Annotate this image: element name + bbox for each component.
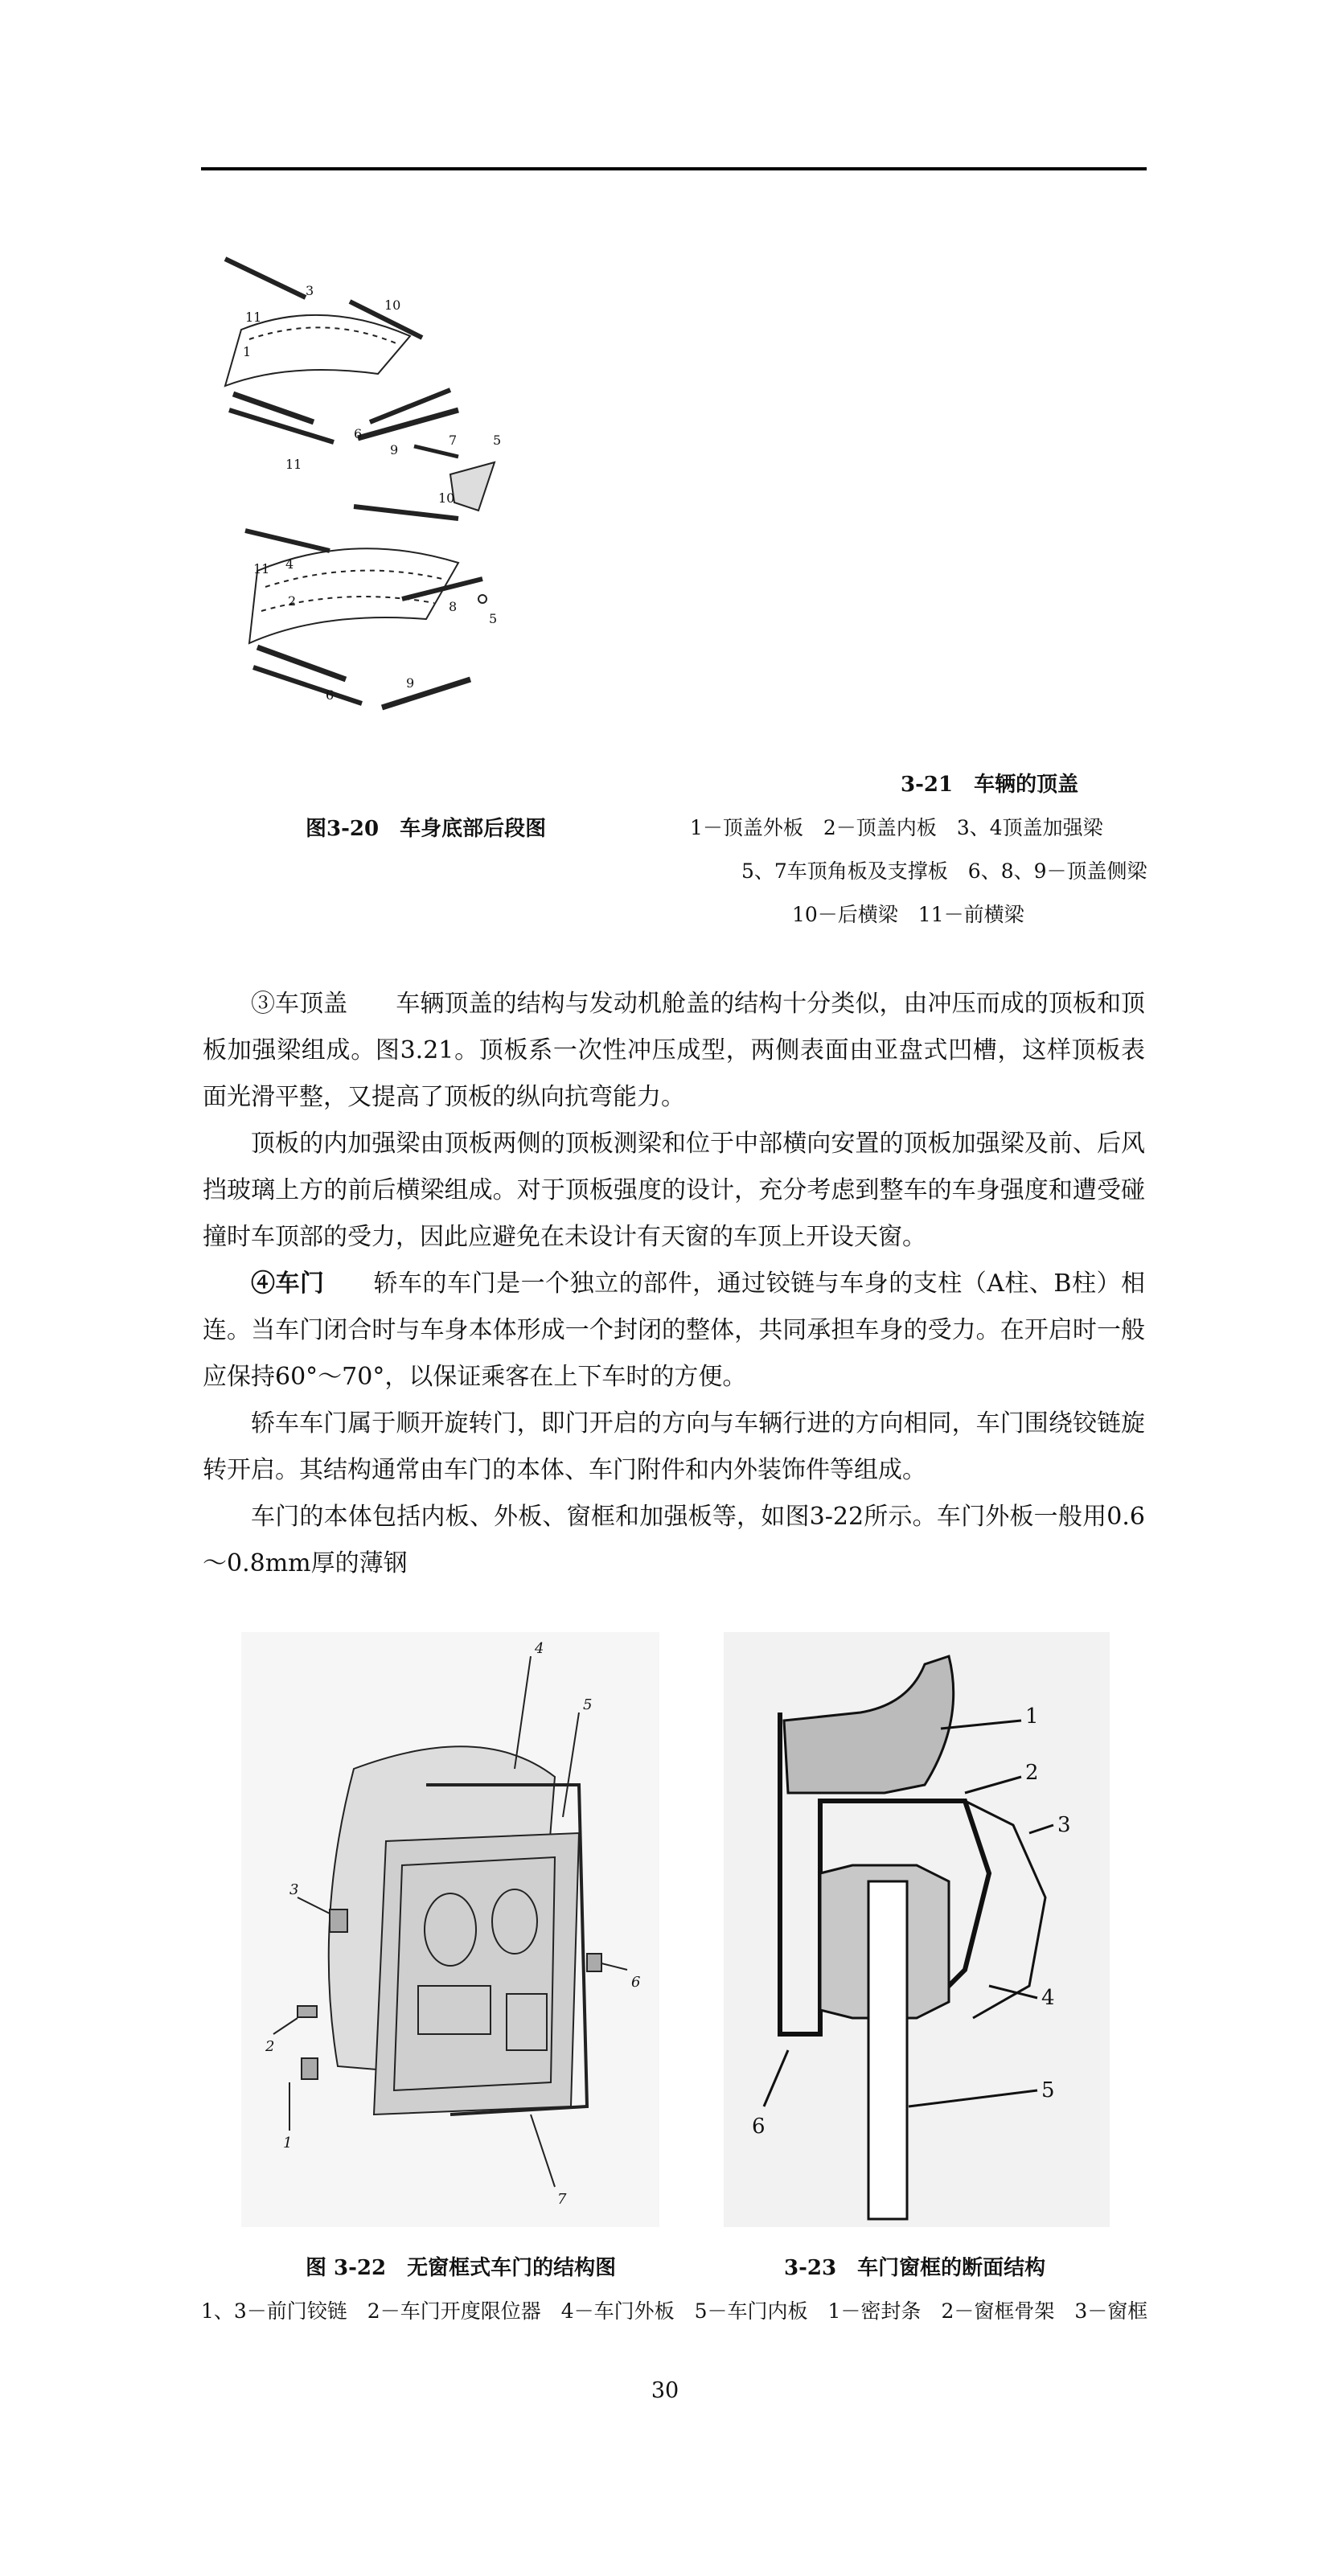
roof-exploded-figure — [193, 241, 595, 756]
bottom-legend: 1、3－前门铰链 2－车门开度限位器 4－车门外板 5－车门内板 1－密封条 2－窗框骨架 3－窗框 — [201, 2299, 1148, 2323]
window-frame-section-figure — [724, 1632, 1110, 2227]
paragraph-text: 顶板的内加强梁由顶板两侧的顶板测梁和位于中部横向安置的顶板加强梁及前、后风挡玻璃上方的前后横梁组成。对于顶板强度的设计，充分考虑到整车的车身强度和遭受碰撞时车顶部的受力，因此应避免在未设计有天窗的车顶上开设天窗。 — [203, 1130, 1145, 1251]
figure-3-21-legend-line: 10－后横梁 11－前横梁 — [792, 903, 1024, 926]
callout-label: 4 — [285, 556, 294, 572]
paragraph-lead: ③车顶盖 — [251, 990, 348, 1018]
figure-3-21-legend-line: 5、7车顶角板及支撑板 6、8、9－顶盖侧梁 — [741, 859, 1147, 883]
paragraph — [203, 1494, 1145, 1587]
callout-label: 1 — [283, 2135, 293, 2151]
callout-label: 11 — [253, 561, 270, 576]
callout-label: 5 — [489, 611, 498, 626]
callout-label: 7 — [557, 2191, 567, 2208]
callout-label: 4 — [535, 1640, 544, 1657]
callout-label: 10 — [438, 490, 455, 506]
callout-label: 2 — [1025, 1761, 1039, 1785]
figure-3-21-legend-line: 1－顶盖外板 2－顶盖内板 3、4顶盖加强梁 — [690, 816, 1103, 839]
callout-label: 3 — [306, 283, 314, 298]
figure-3-21-title: 3-21 车辆的顶盖 — [901, 773, 1079, 797]
paragraph-lead: ④车门 — [251, 1270, 325, 1298]
callout-label: 4 — [1041, 1986, 1055, 2010]
callout-label: 1 — [243, 344, 252, 359]
paragraph-text: 轿车车门属于顺开旋转门，即门开启的方向与车辆行进的方向相同，车门围绕铰链旋转开启。其结构通常由车门的本体、车门附件和内外装饰件等组成。 — [203, 1409, 1145, 1484]
paragraph-text: 轿车的车门是一个独立的部件，通过铰链与车身的支柱（A柱、B柱）相连。当车门闭合时与车身本体形成一个封闭的整体，共同承担车身的受力。在开启时一般应保持60°～70°，以保证乘客在上下车时的方便。 — [203, 1270, 1145, 1391]
callout-label: 11 — [285, 457, 302, 472]
callout-label: 5 — [1041, 2078, 1055, 2102]
frameless-door-figure — [241, 1632, 659, 2227]
callout-label: 9 — [390, 442, 399, 457]
figure-3-20-caption: 图3-20 车身底部后段图 — [306, 817, 547, 841]
page-number: 30 — [651, 2378, 679, 2403]
section-callouts — [724, 1632, 1110, 2227]
roof-callouts — [193, 241, 595, 756]
paragraph — [203, 1121, 1145, 1261]
paragraph — [203, 1261, 1145, 1401]
callout-label: 6 — [326, 687, 335, 703]
callout-label: 3 — [289, 1881, 299, 1898]
callout-label: 5 — [493, 433, 502, 448]
callout-label: 3 — [1057, 1813, 1071, 1837]
callout-label: 2 — [265, 2038, 275, 2055]
callout-label: 6 — [752, 2115, 766, 2139]
header-rule — [201, 167, 1147, 170]
callout-label: 7 — [449, 433, 458, 448]
callout-label: 10 — [384, 297, 401, 313]
callout-label: 5 — [583, 1696, 593, 1713]
callout-label: 8 — [449, 599, 458, 614]
callout-label: 11 — [245, 310, 262, 325]
paragraph-text: 车辆顶盖的结构与发动机舱盖的结构十分类似，由冲压而成的顶板和顶板加强梁组成。图3.21。顶板系一次性冲压成型，两侧表面由亚盘式凹槽，这样顶板表面光滑平整，又提高了顶板的纵向抗弯能力。 — [203, 990, 1146, 1111]
body-text — [203, 981, 1145, 1587]
callout-label: 6 — [631, 1974, 641, 1991]
callout-label: 1 — [1025, 1704, 1039, 1729]
paragraph-text: 车门的本体包括内板、外板、窗框和加强板等，如图3-22所示。车门外板一般用0.6～0.8mm厚的薄钢 — [203, 1503, 1145, 1577]
callout-label: 2 — [288, 593, 297, 609]
paragraph — [203, 981, 1145, 1121]
figure-3-22-caption: 图 3-22 无窗框式车门的结构图 — [306, 2256, 617, 2280]
paragraph — [203, 1401, 1145, 1494]
callout-label: 9 — [406, 675, 415, 691]
callout-label: 6 — [354, 426, 363, 441]
door-callouts — [241, 1632, 659, 2227]
figure-3-23-caption: 3-23 车门窗框的断面结构 — [784, 2256, 1046, 2280]
